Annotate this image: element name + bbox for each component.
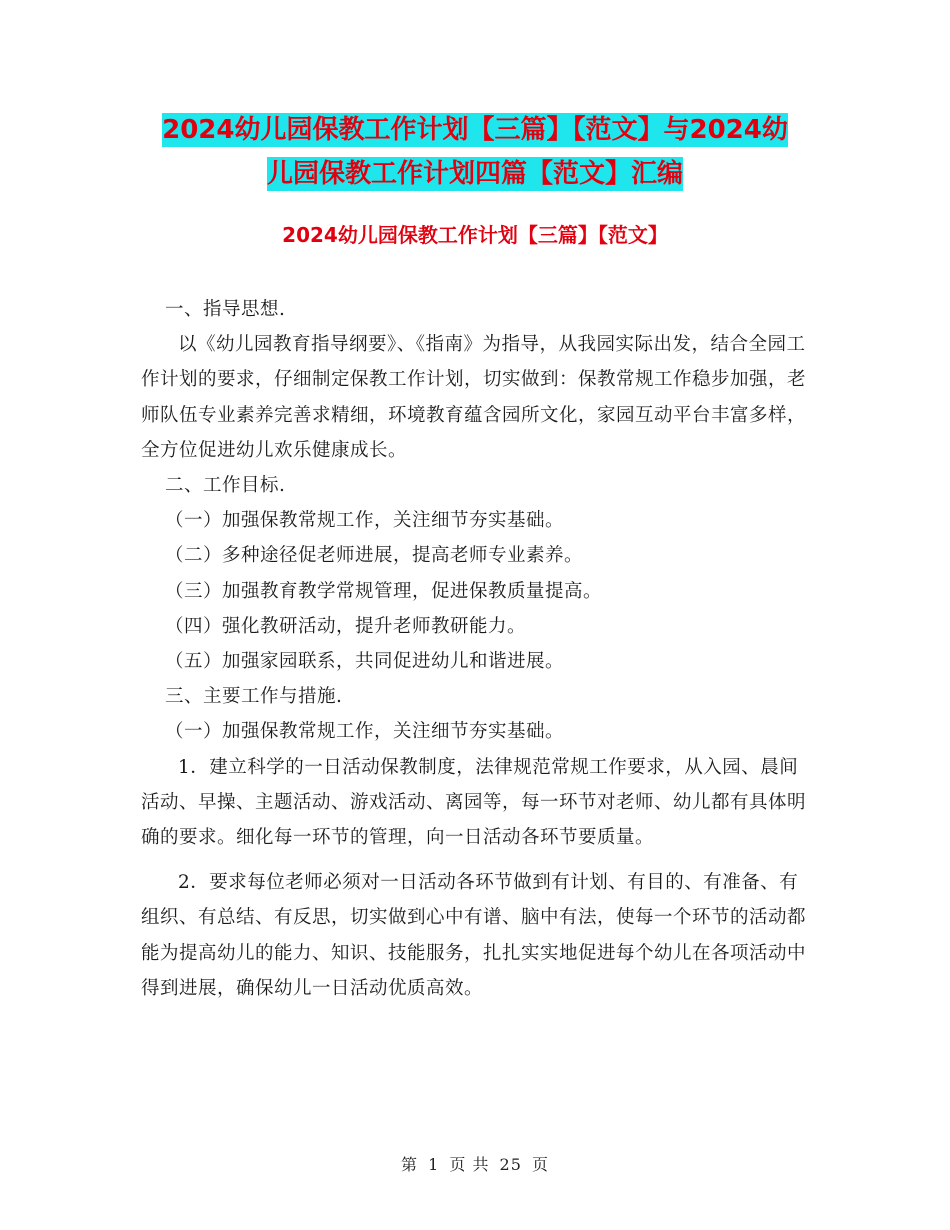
- page-footer: [0, 1152, 950, 1175]
- footer-suffix: 页: [532, 1155, 550, 1174]
- measure-paragraph-1: 1．建立科学的一日活动保教制度，法律规范常规工作要求，从入园、晨间活动、早操、主题活动、游戏活动、离园等，每一环节对老师、幼儿都有具体明确的要求。细化每一环节的管理，向一日活动各环节要质量。: [141, 756, 807, 849]
- heading-guiding-thought: 一、指导思想.: [165, 299, 286, 320]
- goal-item-3: （三）加强教育教学常规管理，促进保教质量提高。: [165, 580, 603, 602]
- goal-item-5: （五）加强家园联系，共同促进幼儿和谐进展。: [165, 651, 565, 673]
- footer-middle: 页 共: [449, 1155, 490, 1174]
- measure-paragraph-2: 2．要求每位老师必须对一日活动各环节做到有计划、有目的、有准备、有组织、有总结、有反思，切实做到心中有谱、脑中有法，使每一个环节的活动都能为提高幼儿的能力、知识、技能服务，扎扎实实地促进每个幼儿在各项活动中得到进展，确保幼儿一日活动优质高效。: [141, 872, 807, 999]
- document-body: [141, 292, 811, 1006]
- footer-page-number: 1: [428, 1155, 440, 1174]
- measure-subheading-1: （一）加强保教常规工作，关注细节夯实基础。: [165, 721, 565, 743]
- title-line-2: 儿园保教工作计划四篇【范文】汇编: [266, 159, 683, 189]
- goal-item-4: （四）强化教研活动，提升老师教研能力。: [165, 615, 527, 637]
- document-title: [100, 108, 850, 196]
- section-subtitle: 2024幼儿园保教工作计划【三篇】【范文】: [282, 223, 668, 247]
- paragraph-guiding-thought: 以《幼儿园教育指导纲要》、《指南》为指导，从我园实际出发，结合全园工作计划的要求，仔细制定保教工作计划，切实做到：保教常规工作稳步加强，老师队伍专业素养完善求精细，环境教育蕴含园所文化，家园互动平台丰富多样，全方位促进幼儿欢乐健康成长。: [141, 334, 807, 461]
- title-line-1: 2024幼儿园保教工作计划【三篇】【范文】与2024幼: [162, 115, 788, 145]
- footer-total-pages: 25: [499, 1155, 522, 1174]
- footer-prefix: 第: [400, 1155, 418, 1174]
- goal-item-1: （一）加强保教常规工作，关注细节夯实基础。: [165, 510, 565, 532]
- goal-item-2: （二）多种途径促老师进展，提高老师专业素养。: [165, 545, 584, 567]
- heading-main-measures: 三、主要工作与措施.: [165, 686, 343, 708]
- heading-work-goals: 二、工作目标.: [165, 475, 286, 497]
